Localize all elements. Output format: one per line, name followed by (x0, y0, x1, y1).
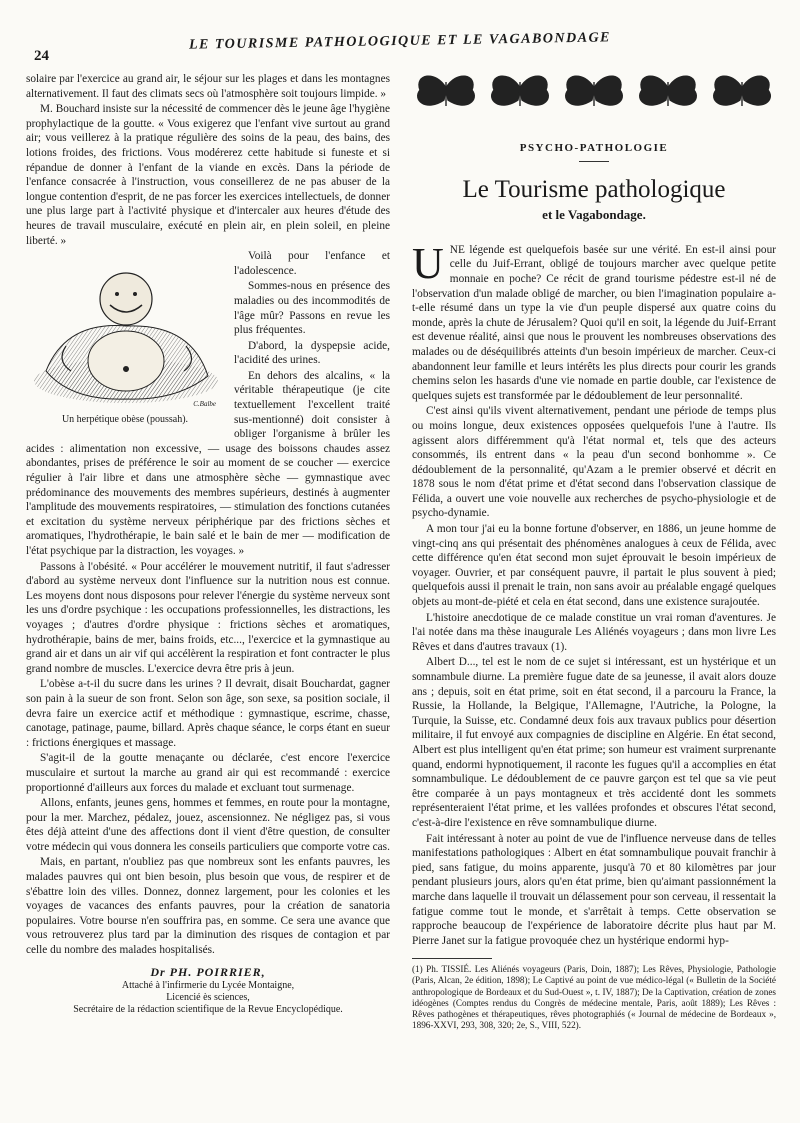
page-number: 24 (34, 48, 49, 64)
drop-cap: U (412, 238, 444, 288)
illustration-signature: C.Balbe (193, 400, 216, 409)
poussah-figure-icon (26, 251, 224, 411)
author-title: Licencié ès sciences, (166, 991, 250, 1003)
author-signature (26, 966, 390, 1016)
paragraph: A mon tour j'ai eu la bonne fortune d'observer, en 1886, un jeune homme de vingt-cinq ans qui présentait des phénomènes analogues à ceux de Félida, avec cette différence qu'en état second mon sujet éprouvait le besoin impérieux de voyager. Ouvrier, et par conséquent pauvre, il partait le plus souvent à pied; quelquefois aussi il prenait le train, non sans avoir au préalable engagé quelques objets au mont-de-piété et cela en état second, dans une existence surajoutée. (412, 523, 776, 609)
article-subtitle: et le Vagabondage. (542, 207, 646, 223)
paragraph: S'agit-il de la goutte menaçante ou déclarée, c'est encore l'exercice musculaire et surtout la marche au grand air qui est recommandé : exercice proportionné d'ailleurs aux forces du malade et excluant tout surmenage. (26, 752, 390, 794)
author-title: Attaché à l'infirmerie du Lycée Montaigne, (121, 979, 295, 991)
paragraph: L'obèse a-t-il du sucre dans les urines ? Il devrait, disait Bouchardat, gagner son pain à la sueur de son front. Selon son âge, son sexe, sa position sociale, il devra faire un exercice actif et méthodique : gymnastique, escrime, chasse, canotage, patinage, paume, billard. Après chaque séance, le corps étant en sueur : frictions énergiques et massage. (26, 678, 390, 749)
paragraph: solaire par l'exercice au grand air, le séjour sur les plages et dans les montagnes alternativement. Il faut des climats secs où l'atmosphère soit toujours limpide. » (26, 73, 390, 100)
paragraph: L'histoire anecdotique de ce malade constitue un vrai roman d'aventures. Je l'ai notée dans ma thèse inaugurale Les Aliénés voyageurs ; dans mon livre Les Rêves et dans d'autres travaux (1). (412, 611, 776, 653)
paragraph: D'abord, la dyspepsie acide, l'acidité des urines. (234, 339, 390, 367)
butterfly-ornament-icon (412, 66, 776, 118)
footnote: (1) Ph. TISSIÉ. Les Aliénés voyageurs (Paris, Doin, 1887); Les Rêves, Physiologie, Pathologie (Paris, Alcan, 2e édition, 1898); Le Captivé au point de vue médico-légal (« Bulletin de la Société anthropologique de Bordeaux et du Sud-Ouest », t. IV, 1887); De la Captivation, création de zones idéogènes (Comptes rendus du Congrès de médecine mentale, Paris, août 1889); Les Rêves : Rêves pathogènes et thérapeutiques, rêves photographiés (« Journal de médecine de Bordeaux », 1896-XXVI, 293, 308, 320; 2e, S., VIII, 522). (412, 964, 776, 1031)
paragraph: Mais, en partant, n'oubliez pas que nombreux sont les enfants pauvres, les malades pauvres qui ont bien besoin, plus besoin que vous, de respirer et de s'ébattre loin des villes. Donnez, donnez largement, pour les colonies et les voyages de vacances des enfants pauvres, pour la création de sanatoria populaires. Votre bourse n'en souffrira pas, en somme. Ce sera une avance que vous retrouverez plus tard par la diminution des risques de contagion et par celle du nombre des malades hospitalisés. (26, 856, 390, 957)
paragraph: M. Bouchard insiste sur la nécessité de commencer dès le jeune âge l'hygiène prophylactique de la goutte. « Vous exigerez que l'enfant vive surtout au grand air; vous veillerez à la pratique régulière des soins de la peau, des bains, des lotions froides, des frictions. Vous modérerez cette habitude si funeste et si répandue de donner à l'enfant de la viande en excès. Dans la période de l'enfance consacrée à l'instruction, vous conseillerez de ne pas abuser de la longue contention d'esprit, de ne pas forcer les exercices intellectuels, de donner une plus large part à l'activité physique et d'intercaler aux heures d'étude des heures de travail musculaire, exécuté en plein air, en plein soleil, en pleine liberté. » (26, 103, 390, 247)
footnote-divider (412, 958, 492, 959)
section-divider (579, 161, 609, 162)
paragraph: Allons, enfants, jeunes gens, hommes et femmes, en route pour la montagne, pour la mer. Marchez, pédalez, jouez, ascensionnez. Ne négligez pas, si vous êtes déjà atteint d'une des affections dont il vient d'être question, de consulter votre médecin qui vous donnera les conseils particuliers que comporte votre cas. (26, 797, 390, 853)
paragraph: En dehors des alcalins, « la véritable thérapeutique (je cite textuellement l'excellent traité sus-mentionné) doit consister à obliger l'organisme à brûler les acides : alimentation non excessive, — usage des boissons chaudes assez abondantes, prises de préférence le soir au moment de se coucher — exercice régulier à l'air libre et dans une atmosphère sèche — gymnastique avec prédominance des mouvements des membres supérieurs, destinés à augmenter l'amplitude des mouvements respiratoires, — stimulation des fonctions cutanées et excitation du système nerveux périphérique par des frictions sèches et aromatiques, l'hydrothérapie, le bain salé et le bain de mer — modification de l'état psychique par la distraction, les voyages. » (26, 369, 390, 557)
section-label: PSYCHO-PATHOLOGIE (519, 141, 669, 154)
figure-caption: Un herpétique obèse (poussah). (61, 414, 189, 426)
paragraph: Albert D..., tel est le nom de ce sujet si intéressant, est un hystérique et un somnambule diurne. La première fugue date de sa jeunesse, il avait alors douze ans ; depuis, soit en état prime, soit en état second, il a parcouru la France, la Russie, la Hollande, la Belgique, l'Allemagne, l'Autriche, la Pologne, la Turquie, la Suisse, etc. Condamné deux fois aux travaux publics pour désertion militaire, il fut envoyé aux compagnies de discipline en Algérie. En état second, Albert est plus intelligent qu'en état prime; son humeur est vraiment surprenante quand, endormi hypnotiquement, il raconte les fugues qu'il a accomplies en état somnambulique. Le dédoublement de ce pauvre garçon est tel que sa vie peut être comparée à un pays montagneux et très accidenté dont les sommets représenteraient l'état prime, et les vallées profondes et obscures l'état second, c'est-à-dire l'existence en rêve somnambulique diurne. (412, 656, 776, 829)
buddha-illustration (26, 251, 224, 429)
paragraph: C'est ainsi qu'ils vivent alternativement, pendant une période de temps plus ou moins longue, deux existences opposées quelquefois l'une à l'autre. Ils agissent alors différemment qu'à l'état normal et, tels que des acteurs consommés, ils entrent dans « la peau d'un second bonhomme ». Ce dédoublement de la personnalité, qu'Azam a le premier observé et décrit en 1878 sous le nom d'état prime et d'état second dans l'observation classique de Félida, a ouvert une voie nouvelle aux recherches de psycho-physiologie et de psycho-dynamie. (412, 405, 776, 520)
article-title: Le Tourisme pathologique (462, 176, 726, 204)
paragraph: NE légende est quelquefois basée sur une vérité. En est-il ainsi pour celle du Juif-Errant, obligé de toujours marcher avec quelque petite monnaie en poche? Ce récit de grand tourisme pédestre est-il né de l'observation d'un malade obligé de marcher, ou bien l'imagination populaire a-t-elle résumé dans un type la vie d'un peuple dispersé aux quatre coins du monde, après la chute de Jérusalem? Quoi qu'il en soit, la légende du Juif-Errant est devenue réalité, ainsi que nous le prouvent les nombreuses observations des malades ou de déséquilibrés atteints d'un besoin impérieux de marcher. Ceux-ci abandonnent leur famille et leurs intérêts les plus directs pour courir les grands chemins selon les hasards d'une vie nomade en partie double, car l'existence de quelques sujets est transformée par le dédoublement de leur personnalité. (412, 243, 776, 402)
running-head: LE TOURISME PATHOLOGIQUE ET LE VAGABONDAGE (188, 30, 612, 53)
author-name: Dr PH. POIRRIER, (150, 964, 266, 979)
left-column (26, 72, 390, 1016)
paragraph: Voilà pour l'enfance et l'adolescence. (234, 250, 390, 277)
paragraph: Sommes-nous en présence des maladies ou des incommodités de l'âge mûr? Passons en revue les plus fréquentes. (234, 280, 390, 337)
right-column (412, 66, 776, 1032)
paragraph: Passons à l'obésité. « Pour accélérer le mouvement nutritif, il faut s'adresser d'abord au système nerveux dont l'influence sur la nutrition nous est connue. Les moyens dont nous disposons pour relever l'énergie du système nerveux sont les uns d'ordre psychique : les occupations professionnelles, les distractions, les voyages ; d'autres d'ordre physique : frictions sèches et aromatiques, hydrothérapie, bains de mer, bains froids, etc..., l'exercice et la gymnastique au grand air et dans un air vif qui accélèrent la respiration et font contracter le plus grand nombre de muscles. L'exercice devra être pris à jeun. (26, 560, 390, 675)
paragraph: Fait intéressant à noter au point de vue de l'influence nerveuse dans de telles manifestations pathologiques : Albert en état somnambulique pouvait franchir à pied, sans fatigue, du moins apparente, jusqu'à 70 et 80 kilomètres par jour pendant plusieurs jours, alors qu'en état prime, bien qu'aimant passionnément la marche dans laquelle il trouvait un délassement pour son cerveau, il ressentait la fatigue comme tout le monde, et s'arrêtait à temps. Cette observation se rapproche beaucoup de l'expérience de laboratoire décrite plus haut par M. Pierre Janet sur la fatigue provoquée chez un hystérique endormi hyp- (412, 832, 776, 947)
author-title: Secrétaire de la rédaction scientifique de la Revue Encyclopédique. (73, 1003, 343, 1015)
